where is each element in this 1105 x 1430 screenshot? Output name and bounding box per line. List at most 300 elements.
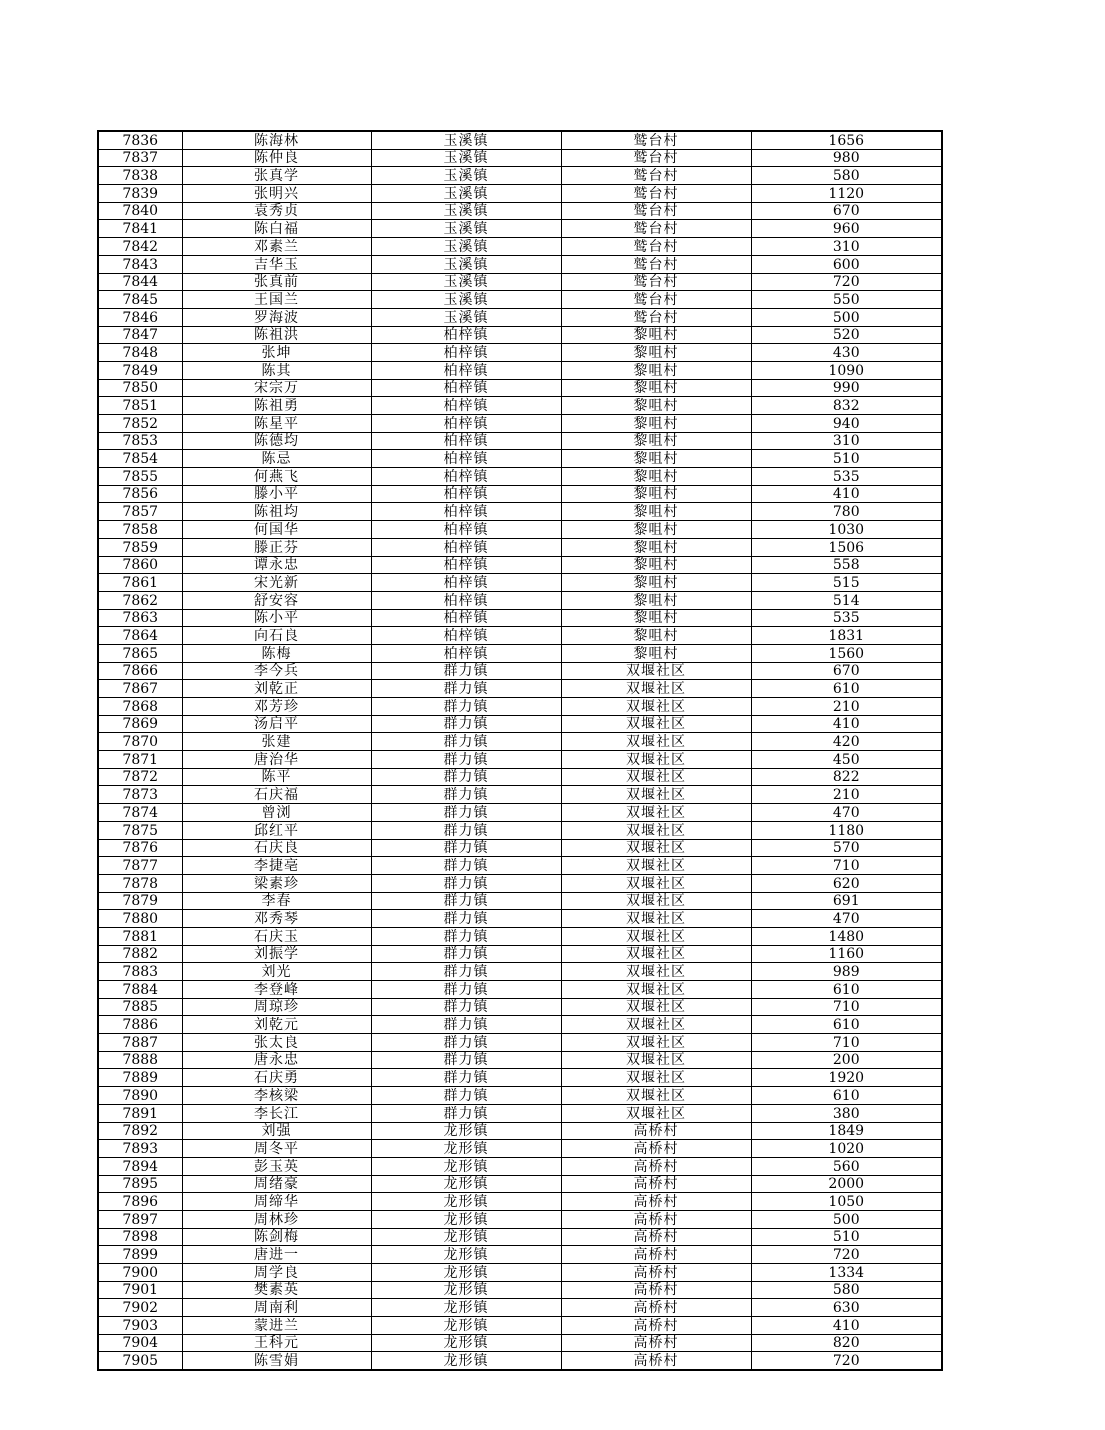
- row-number-cell: 7866: [98, 662, 182, 680]
- town-cell: 柏梓镇: [371, 344, 561, 362]
- village-cell: 双堰社区: [561, 680, 751, 698]
- table-row: [98, 927, 942, 945]
- amount-cell: 500: [751, 1210, 942, 1228]
- table-row: [98, 291, 942, 309]
- name-cell: 陈剑梅: [182, 1228, 371, 1246]
- table-row: [98, 1175, 942, 1193]
- town-cell: 群力镇: [371, 680, 561, 698]
- row-number-cell: 7904: [98, 1334, 182, 1352]
- table-row: [98, 1246, 942, 1264]
- name-cell: 邓素兰: [182, 238, 371, 256]
- town-cell: 柏梓镇: [371, 521, 561, 539]
- amount-cell: 670: [751, 202, 942, 220]
- table-row: [98, 644, 942, 662]
- table-row: [98, 981, 942, 999]
- village-cell: 高桥村: [561, 1122, 751, 1140]
- table-row: [98, 751, 942, 769]
- row-number-cell: 7884: [98, 981, 182, 999]
- town-cell: 群力镇: [371, 892, 561, 910]
- name-cell: 陈祖均: [182, 503, 371, 521]
- row-number-cell: 7880: [98, 910, 182, 928]
- row-number-cell: 7897: [98, 1210, 182, 1228]
- town-cell: 玉溪镇: [371, 238, 561, 256]
- name-cell: 陈白福: [182, 220, 371, 238]
- amount-cell: 550: [751, 291, 942, 309]
- town-cell: 柏梓镇: [371, 326, 561, 344]
- village-cell: 鹫台村: [561, 167, 751, 185]
- table-row: [98, 804, 942, 822]
- row-number-cell: 7900: [98, 1264, 182, 1282]
- amount-cell: 710: [751, 1034, 942, 1052]
- town-cell: 玉溪镇: [371, 202, 561, 220]
- village-cell: 鹫台村: [561, 202, 751, 220]
- table-row: [98, 1140, 942, 1158]
- town-cell: 柏梓镇: [371, 379, 561, 397]
- name-cell: 滕小平: [182, 485, 371, 503]
- row-number-cell: 7889: [98, 1069, 182, 1087]
- amount-cell: 720: [751, 1352, 942, 1370]
- town-cell: 柏梓镇: [371, 485, 561, 503]
- name-cell: 刘乾元: [182, 1016, 371, 1034]
- town-cell: 龙形镇: [371, 1122, 561, 1140]
- town-cell: 群力镇: [371, 857, 561, 875]
- row-number-cell: 7870: [98, 733, 182, 751]
- village-cell: 双堰社区: [561, 892, 751, 910]
- amount-cell: 558: [751, 556, 942, 574]
- table-row: [98, 1352, 942, 1370]
- village-cell: 黎咀村: [561, 397, 751, 415]
- row-number-cell: 7891: [98, 1104, 182, 1122]
- name-cell: 唐治华: [182, 751, 371, 769]
- name-cell: 邓秀琴: [182, 910, 371, 928]
- name-cell: 张真学: [182, 167, 371, 185]
- amount-cell: 670: [751, 662, 942, 680]
- table-row: [98, 255, 942, 273]
- village-cell: 鹫台村: [561, 308, 751, 326]
- row-number-cell: 7882: [98, 945, 182, 963]
- town-cell: 龙形镇: [371, 1246, 561, 1264]
- name-cell: 石庆玉: [182, 927, 371, 945]
- amount-cell: 720: [751, 273, 942, 291]
- row-number-cell: 7890: [98, 1087, 182, 1105]
- table-row: [98, 1281, 942, 1299]
- table-row: [98, 167, 942, 185]
- name-cell: 刘振学: [182, 945, 371, 963]
- name-cell: 汤启平: [182, 715, 371, 733]
- table-row: [98, 821, 942, 839]
- village-cell: 双堰社区: [561, 786, 751, 804]
- village-cell: 双堰社区: [561, 927, 751, 945]
- name-cell: 陈小平: [182, 609, 371, 627]
- row-number-cell: 7905: [98, 1352, 182, 1370]
- amount-cell: 514: [751, 591, 942, 609]
- village-cell: 高桥村: [561, 1228, 751, 1246]
- table-row: [98, 432, 942, 450]
- village-cell: 鹫台村: [561, 273, 751, 291]
- village-cell: 双堰社区: [561, 963, 751, 981]
- town-cell: 龙形镇: [371, 1175, 561, 1193]
- amount-cell: 510: [751, 1228, 942, 1246]
- amount-cell: 570: [751, 839, 942, 857]
- village-cell: 双堰社区: [561, 998, 751, 1016]
- name-cell: 周绪豪: [182, 1175, 371, 1193]
- amount-cell: 610: [751, 1016, 942, 1034]
- town-cell: 柏梓镇: [371, 432, 561, 450]
- table-row: [98, 1334, 942, 1352]
- name-cell: 宋宗万: [182, 379, 371, 397]
- village-cell: 高桥村: [561, 1264, 751, 1282]
- table-row: [98, 1299, 942, 1317]
- amount-cell: 1480: [751, 927, 942, 945]
- amount-cell: 210: [751, 698, 942, 716]
- name-cell: 石庆福: [182, 786, 371, 804]
- name-cell: 王科元: [182, 1334, 371, 1352]
- town-cell: 柏梓镇: [371, 450, 561, 468]
- name-cell: 彭玉英: [182, 1157, 371, 1175]
- town-cell: 群力镇: [371, 1104, 561, 1122]
- village-cell: 双堰社区: [561, 733, 751, 751]
- village-cell: 黎咀村: [561, 556, 751, 574]
- amount-cell: 1334: [751, 1264, 942, 1282]
- amount-cell: 1920: [751, 1069, 942, 1087]
- row-number-cell: 7857: [98, 503, 182, 521]
- row-number-cell: 7896: [98, 1193, 182, 1211]
- name-cell: 陈其: [182, 361, 371, 379]
- amount-cell: 580: [751, 167, 942, 185]
- row-number-cell: 7840: [98, 202, 182, 220]
- village-cell: 鹫台村: [561, 131, 751, 149]
- row-number-cell: 7861: [98, 574, 182, 592]
- town-cell: 群力镇: [371, 786, 561, 804]
- name-cell: 宋光新: [182, 574, 371, 592]
- table-row: [98, 503, 942, 521]
- amount-cell: 832: [751, 397, 942, 415]
- village-cell: 黎咀村: [561, 468, 751, 486]
- row-number-cell: 7850: [98, 379, 182, 397]
- town-cell: 群力镇: [371, 927, 561, 945]
- row-number-cell: 7877: [98, 857, 182, 875]
- name-cell: 何燕飞: [182, 468, 371, 486]
- amount-cell: 560: [751, 1157, 942, 1175]
- table-row: [98, 1157, 942, 1175]
- table-row: [98, 1069, 942, 1087]
- town-cell: 柏梓镇: [371, 574, 561, 592]
- table-row: [98, 1210, 942, 1228]
- name-cell: 罗海波: [182, 308, 371, 326]
- table-row: [98, 680, 942, 698]
- amount-cell: 822: [751, 768, 942, 786]
- village-cell: 黎咀村: [561, 574, 751, 592]
- table-row: [98, 1317, 942, 1335]
- table-row: [98, 468, 942, 486]
- row-number-cell: 7837: [98, 149, 182, 167]
- village-cell: 双堰社区: [561, 981, 751, 999]
- town-cell: 群力镇: [371, 698, 561, 716]
- town-cell: 柏梓镇: [371, 556, 561, 574]
- name-cell: 樊素英: [182, 1281, 371, 1299]
- amount-cell: 980: [751, 149, 942, 167]
- name-cell: 李春: [182, 892, 371, 910]
- name-cell: 张建: [182, 733, 371, 751]
- row-number-cell: 7894: [98, 1157, 182, 1175]
- table-row: [98, 591, 942, 609]
- name-cell: 陈德均: [182, 432, 371, 450]
- table-row: [98, 556, 942, 574]
- amount-cell: 2000: [751, 1175, 942, 1193]
- town-cell: 群力镇: [371, 821, 561, 839]
- amount-cell: 710: [751, 857, 942, 875]
- town-cell: 群力镇: [371, 874, 561, 892]
- row-number-cell: 7841: [98, 220, 182, 238]
- table-row: [98, 1228, 942, 1246]
- table-row: [98, 662, 942, 680]
- table-row: [98, 839, 942, 857]
- row-number-cell: 7885: [98, 998, 182, 1016]
- village-cell: 双堰社区: [561, 1104, 751, 1122]
- village-cell: 鹫台村: [561, 149, 751, 167]
- village-cell: 双堰社区: [561, 839, 751, 857]
- amount-cell: 610: [751, 1087, 942, 1105]
- town-cell: 群力镇: [371, 945, 561, 963]
- town-cell: 群力镇: [371, 1069, 561, 1087]
- village-cell: 双堰社区: [561, 1034, 751, 1052]
- amount-cell: 535: [751, 468, 942, 486]
- village-cell: 双堰社区: [561, 715, 751, 733]
- amount-cell: 820: [751, 1334, 942, 1352]
- row-number-cell: 7839: [98, 185, 182, 203]
- table-row: [98, 220, 942, 238]
- name-cell: 周冬平: [182, 1140, 371, 1158]
- table-row: [98, 627, 942, 645]
- name-cell: 李登峰: [182, 981, 371, 999]
- name-cell: 何国华: [182, 521, 371, 539]
- row-number-cell: 7903: [98, 1317, 182, 1335]
- name-cell: 张真前: [182, 273, 371, 291]
- table-row: [98, 485, 942, 503]
- row-number-cell: 7871: [98, 751, 182, 769]
- town-cell: 玉溪镇: [371, 167, 561, 185]
- name-cell: 唐进一: [182, 1246, 371, 1264]
- name-cell: 袁秀贞: [182, 202, 371, 220]
- town-cell: 玉溪镇: [371, 273, 561, 291]
- table-row: [98, 185, 942, 203]
- village-cell: 双堰社区: [561, 874, 751, 892]
- amount-cell: 410: [751, 485, 942, 503]
- table-row: [98, 415, 942, 433]
- row-number-cell: 7879: [98, 892, 182, 910]
- name-cell: 周南利: [182, 1299, 371, 1317]
- row-number-cell: 7842: [98, 238, 182, 256]
- town-cell: 龙形镇: [371, 1334, 561, 1352]
- village-cell: 高桥村: [561, 1352, 751, 1370]
- amount-cell: 1180: [751, 821, 942, 839]
- town-cell: 龙形镇: [371, 1317, 561, 1335]
- row-number-cell: 7845: [98, 291, 182, 309]
- village-cell: 双堰社区: [561, 857, 751, 875]
- table-row: [98, 397, 942, 415]
- town-cell: 玉溪镇: [371, 131, 561, 149]
- table-row: [98, 1104, 942, 1122]
- village-cell: 双堰社区: [561, 1069, 751, 1087]
- name-cell: 周学良: [182, 1264, 371, 1282]
- village-cell: 鹫台村: [561, 255, 751, 273]
- row-number-cell: 7887: [98, 1034, 182, 1052]
- row-number-cell: 7865: [98, 644, 182, 662]
- town-cell: 群力镇: [371, 1034, 561, 1052]
- row-number-cell: 7854: [98, 450, 182, 468]
- name-cell: 李核梁: [182, 1087, 371, 1105]
- village-cell: 黎咀村: [561, 379, 751, 397]
- village-cell: 高桥村: [561, 1175, 751, 1193]
- table-row: [98, 733, 942, 751]
- row-number-cell: 7847: [98, 326, 182, 344]
- row-number-cell: 7856: [98, 485, 182, 503]
- amount-cell: 1030: [751, 521, 942, 539]
- row-number-cell: 7868: [98, 698, 182, 716]
- town-cell: 柏梓镇: [371, 397, 561, 415]
- name-cell: 陈雪娟: [182, 1352, 371, 1370]
- table-row: [98, 1087, 942, 1105]
- town-cell: 龙形镇: [371, 1352, 561, 1370]
- row-number-cell: 7895: [98, 1175, 182, 1193]
- amount-cell: 610: [751, 981, 942, 999]
- village-cell: 双堰社区: [561, 698, 751, 716]
- town-cell: 柏梓镇: [371, 503, 561, 521]
- row-number-cell: 7862: [98, 591, 182, 609]
- amount-cell: 1831: [751, 627, 942, 645]
- village-cell: 黎咀村: [561, 432, 751, 450]
- village-cell: 高桥村: [561, 1193, 751, 1211]
- amount-cell: 1506: [751, 538, 942, 556]
- village-cell: 双堰社区: [561, 1016, 751, 1034]
- town-cell: 玉溪镇: [371, 291, 561, 309]
- table-row: [98, 131, 942, 149]
- table-row: [98, 1122, 942, 1140]
- amount-cell: 450: [751, 751, 942, 769]
- table-row: [98, 344, 942, 362]
- table-row: [98, 1193, 942, 1211]
- row-number-cell: 7902: [98, 1299, 182, 1317]
- amount-cell: 1020: [751, 1140, 942, 1158]
- row-number-cell: 7863: [98, 609, 182, 627]
- town-cell: 群力镇: [371, 715, 561, 733]
- town-cell: 群力镇: [371, 733, 561, 751]
- name-cell: 曾浏: [182, 804, 371, 822]
- amount-cell: 1160: [751, 945, 942, 963]
- table-row: [98, 998, 942, 1016]
- village-cell: 黎咀村: [561, 450, 751, 468]
- row-number-cell: 7848: [98, 344, 182, 362]
- town-cell: 龙形镇: [371, 1193, 561, 1211]
- town-cell: 龙形镇: [371, 1264, 561, 1282]
- table-row: [98, 910, 942, 928]
- amount-cell: 535: [751, 609, 942, 627]
- row-number-cell: 7883: [98, 963, 182, 981]
- town-cell: 群力镇: [371, 963, 561, 981]
- name-cell: 周缔华: [182, 1193, 371, 1211]
- town-cell: 群力镇: [371, 1087, 561, 1105]
- village-cell: 高桥村: [561, 1334, 751, 1352]
- amount-cell: 620: [751, 874, 942, 892]
- amount-cell: 470: [751, 804, 942, 822]
- name-cell: 邱红平: [182, 821, 371, 839]
- name-cell: 向石良: [182, 627, 371, 645]
- table-row: [98, 521, 942, 539]
- name-cell: 张坤: [182, 344, 371, 362]
- row-number-cell: 7888: [98, 1051, 182, 1069]
- amount-cell: 200: [751, 1051, 942, 1069]
- name-cell: 滕正芬: [182, 538, 371, 556]
- amount-cell: 520: [751, 326, 942, 344]
- village-cell: 双堰社区: [561, 1051, 751, 1069]
- amount-cell: 600: [751, 255, 942, 273]
- town-cell: 群力镇: [371, 910, 561, 928]
- town-cell: 玉溪镇: [371, 308, 561, 326]
- village-cell: 双堰社区: [561, 804, 751, 822]
- town-cell: 柏梓镇: [371, 644, 561, 662]
- town-cell: 玉溪镇: [371, 185, 561, 203]
- town-cell: 龙形镇: [371, 1157, 561, 1175]
- name-cell: 王国兰: [182, 291, 371, 309]
- village-cell: 黎咀村: [561, 627, 751, 645]
- table-row: [98, 1034, 942, 1052]
- village-cell: 高桥村: [561, 1317, 751, 1335]
- village-cell: 黎咀村: [561, 485, 751, 503]
- table-row: [98, 308, 942, 326]
- amount-cell: 410: [751, 1317, 942, 1335]
- amount-cell: 380: [751, 1104, 942, 1122]
- row-number-cell: 7858: [98, 521, 182, 539]
- town-cell: 柏梓镇: [371, 468, 561, 486]
- town-cell: 龙形镇: [371, 1140, 561, 1158]
- row-number-cell: 7851: [98, 397, 182, 415]
- table-row: [98, 1016, 942, 1034]
- name-cell: 李捷亳: [182, 857, 371, 875]
- amount-cell: 780: [751, 503, 942, 521]
- table-row: [98, 1264, 942, 1282]
- name-cell: 梁素珍: [182, 874, 371, 892]
- amount-cell: 510: [751, 450, 942, 468]
- amount-cell: 310: [751, 238, 942, 256]
- name-cell: 李今兵: [182, 662, 371, 680]
- village-cell: 双堰社区: [561, 945, 751, 963]
- village-cell: 鹫台村: [561, 220, 751, 238]
- amount-cell: 500: [751, 308, 942, 326]
- village-cell: 黎咀村: [561, 326, 751, 344]
- town-cell: 玉溪镇: [371, 255, 561, 273]
- table-row: [98, 238, 942, 256]
- row-number-cell: 7901: [98, 1281, 182, 1299]
- town-cell: 群力镇: [371, 768, 561, 786]
- table-row: [98, 715, 942, 733]
- name-cell: 刘乾正: [182, 680, 371, 698]
- village-cell: 黎咀村: [561, 591, 751, 609]
- row-number-cell: 7836: [98, 131, 182, 149]
- table-row: [98, 273, 942, 291]
- name-cell: 谭永忠: [182, 556, 371, 574]
- town-cell: 玉溪镇: [371, 149, 561, 167]
- row-number-cell: 7849: [98, 361, 182, 379]
- amount-cell: 1120: [751, 185, 942, 203]
- table-row: [98, 538, 942, 556]
- amount-cell: 1050: [751, 1193, 942, 1211]
- table-row: [98, 326, 942, 344]
- row-number-cell: 7838: [98, 167, 182, 185]
- row-number-cell: 7886: [98, 1016, 182, 1034]
- row-number-cell: 7864: [98, 627, 182, 645]
- row-number-cell: 7893: [98, 1140, 182, 1158]
- amount-cell: 710: [751, 998, 942, 1016]
